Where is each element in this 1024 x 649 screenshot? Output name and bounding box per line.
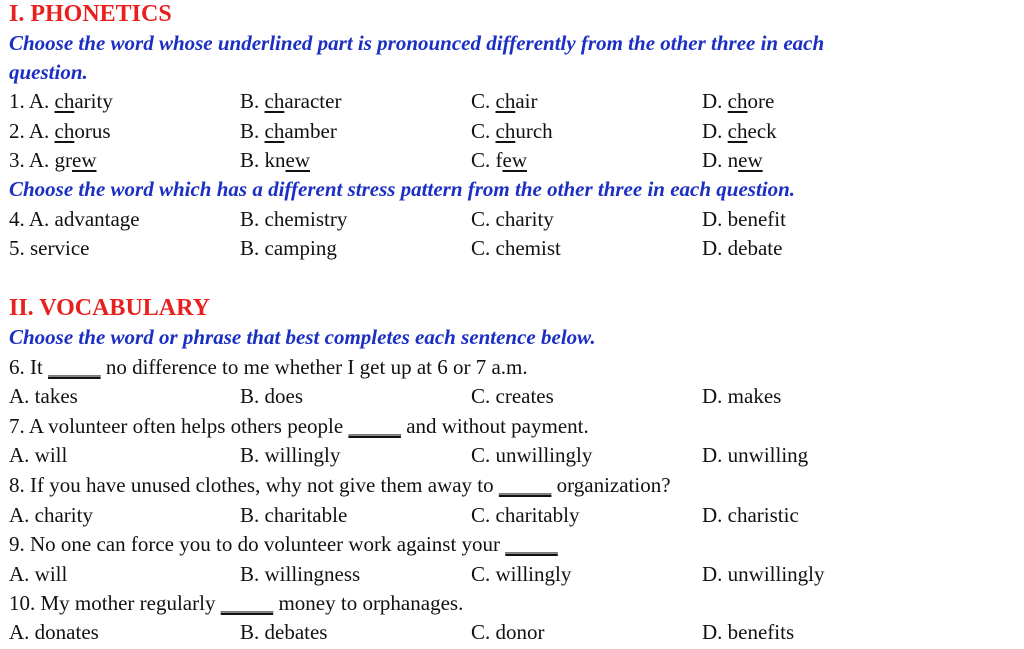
option-4d: D. benefit	[702, 207, 786, 231]
option-10a: A. donates	[9, 620, 99, 644]
answer-blank: _____	[505, 532, 558, 556]
option-10d: D. benefits	[702, 620, 795, 644]
question-10: 10. My mother regularly _____ money to orphanages.	[9, 591, 464, 615]
instruction-vocabulary: Choose the word or phrase that best completes each sentence below.	[9, 325, 596, 349]
option-3d: D. new	[702, 148, 763, 172]
option-2c: C. church	[471, 119, 553, 143]
instruction-stress: Choose the word which has a different stress pattern from the other three in each question.	[9, 177, 796, 201]
option-9c: C. willingly	[471, 562, 572, 586]
answer-blank: _____	[348, 414, 401, 438]
option-9a: A. will	[9, 562, 68, 586]
option-1a: 1. A. charity	[9, 89, 113, 113]
instruction-pronunciation: Choose the word whose underlined part is pronounced differently from the other three in each	[9, 31, 825, 55]
option-8d: D. charistic	[702, 503, 799, 527]
section-title-vocabulary: II. VOCABULARY	[9, 295, 210, 321]
question-7: 7. A volunteer often helps others people _____ and without payment.	[9, 414, 589, 438]
option-3c: C. few	[471, 148, 527, 172]
option-6b: B. does	[240, 384, 303, 408]
answer-blank: _____	[48, 355, 101, 379]
option-2b: B. chamber	[240, 119, 337, 143]
question-8: 8. If you have unused clothes, why not give them away to _____ organization?	[9, 473, 671, 497]
option-5d: D. debate	[702, 236, 783, 260]
option-1d: D. chore	[702, 89, 775, 113]
option-8a: A. charity	[9, 503, 93, 527]
option-9d: D. unwillingly	[702, 562, 825, 586]
option-4a: 4. A. advantage	[9, 207, 140, 231]
question-9: 9. No one can force you to do volunteer work against your _____	[9, 532, 558, 556]
option-10c: C. donor	[471, 620, 545, 644]
option-7a: A. will	[9, 443, 68, 467]
option-10b: B. debates	[240, 620, 328, 644]
option-5b: B. camping	[240, 236, 337, 260]
option-7c: C. unwillingly	[471, 443, 593, 467]
option-8b: B. charitable	[240, 503, 348, 527]
option-4b: B. chemistry	[240, 207, 348, 231]
option-6a: A. takes	[9, 384, 78, 408]
option-3a: 3. A. grew	[9, 148, 97, 172]
option-7d: D. unwilling	[702, 443, 809, 467]
section-title-phonetics: I. PHONETICS	[9, 1, 172, 27]
option-8c: C. charitably	[471, 503, 580, 527]
option-2a: 2. A. chorus	[9, 119, 111, 143]
option-6d: D. makes	[702, 384, 782, 408]
answer-blank: _____	[498, 473, 552, 497]
answer-blank: _____	[220, 591, 274, 615]
option-5c: C. chemist	[471, 236, 561, 260]
option-3b: B. knew	[240, 148, 311, 172]
instruction-pronunciation-cont: question.	[9, 60, 88, 84]
option-2d: D. check	[702, 119, 777, 143]
option-4c: C. charity	[471, 207, 554, 231]
option-9b: B. willingness	[240, 562, 361, 586]
option-5a: 5. service	[9, 236, 90, 260]
option-1b: B. character	[240, 89, 342, 113]
option-1c: C. chair	[471, 89, 538, 113]
option-6c: C. creates	[471, 384, 554, 408]
question-6: 6. It _____ no difference to me whether I get up at 6 or 7 a.m.	[9, 355, 528, 379]
option-7b: B. willingly	[240, 443, 341, 467]
